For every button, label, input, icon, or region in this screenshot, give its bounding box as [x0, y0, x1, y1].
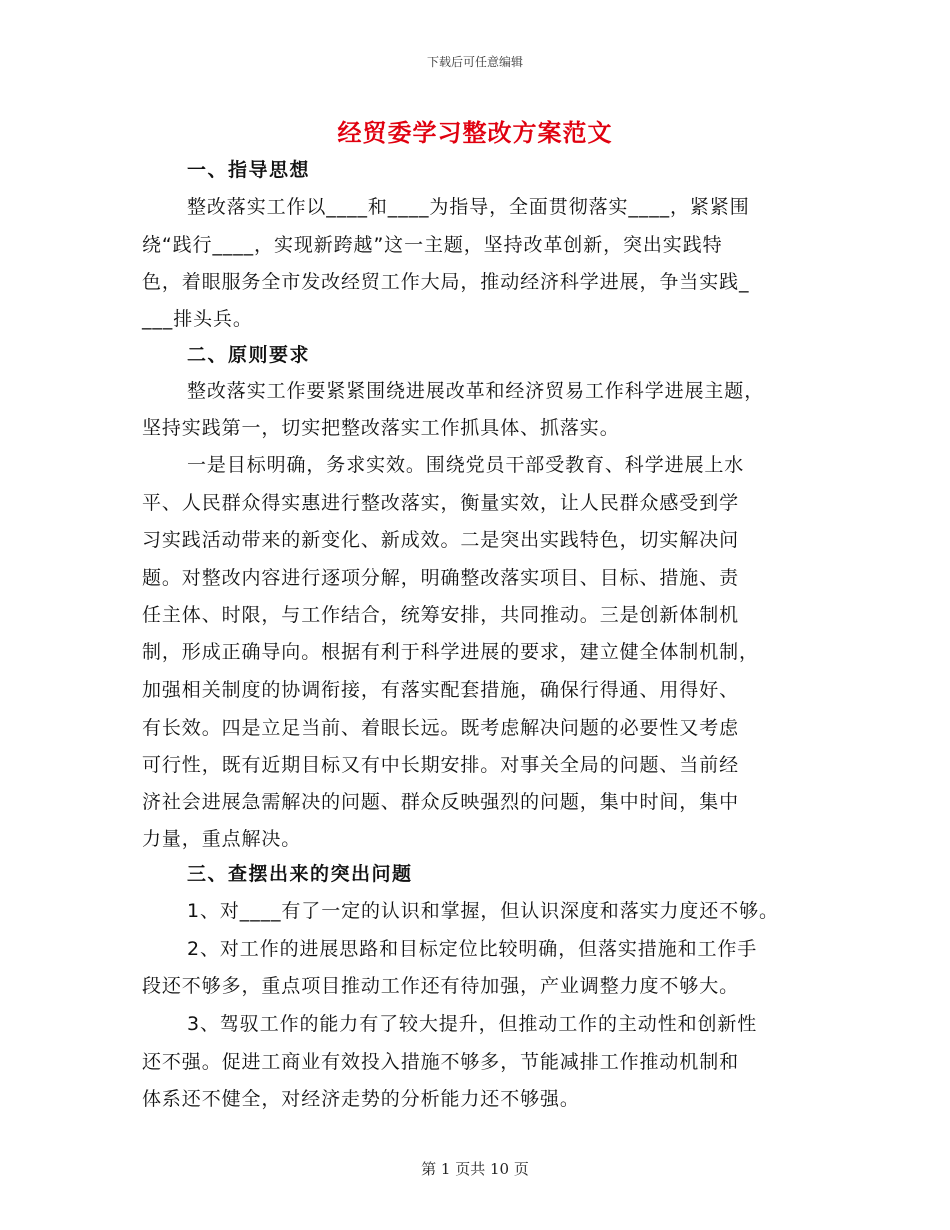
body-text-line: 整改落实工作以____和____为指导，全面贯彻落实____，紧紧围 — [187, 196, 750, 218]
section-heading: 一、指导思想 — [187, 159, 311, 181]
body-text-line: 1、对____有了一定的认识和掌握，但认识深度和落实力度还不够。 — [187, 900, 779, 922]
body-text-line: 段还不够多，重点项目推动工作还有待加强，产业调整力度不够大。 — [142, 975, 740, 997]
section-heading: 三、查摆出来的突出问题 — [187, 863, 413, 885]
body-text-line: 平、人民群众得实惠进行整改落实，衡量实效，让人民群众感受到学 — [142, 492, 740, 514]
body-text-line: 制，形成正确导向。根据有利于科学进展的要求，建立健全体制机制， — [142, 641, 759, 663]
body-text-line: 2、对工作的进展思路和目标定位比较明确，但落实措施和工作手 — [187, 938, 758, 960]
body-text-line: 一是目标明确，务求实效。围绕党员干部受教育、科学进展上水 — [187, 454, 745, 476]
body-text-line: 加强相关制度的协调衔接，有落实配套措施，确保行得通、用得好、 — [142, 679, 740, 701]
body-text-line: 体系还不健全，对经济走势的分析能力还不够强。 — [142, 1088, 580, 1110]
body-text-line: 绕“践行____，实现新跨越”这一主题，坚持改革创新，突出实践特 — [142, 234, 723, 256]
body-text-line: 任主体、时限，与工作结合，统筹安排，共同推动。三是创新体制机 — [142, 604, 740, 626]
body-text-line: 整改落实工作要紧紧围绕进展改革和经济贸易工作科学进展主题， — [187, 380, 765, 402]
body-text-line: 坚持实践第一，切实把整改落实工作抓具体、抓落实。 — [142, 417, 620, 439]
page-footer: 第 1 页共 10 页 — [421, 1160, 529, 1178]
document-title: 经贸委学习整改方案范文 — [337, 119, 613, 147]
body-text-line: ___排头兵。 — [142, 308, 253, 330]
section-heading: 二、原则要求 — [187, 344, 311, 366]
body-text-line: 济社会进展急需解决的问题、群众反映强烈的问题，集中时间，集中 — [142, 791, 740, 813]
body-text-line: 有长效。四是立足当前、着眼长远。既考虑解决问题的必要性又考虑 — [142, 717, 740, 739]
body-text-line: 还不强。促进工商业有效投入措施不够多，节能减排工作推动机制和 — [142, 1051, 740, 1073]
body-text-line: 题。对整改内容进行逐项分解，明确整改落实项目、目标、措施、责 — [142, 567, 740, 589]
body-text-line: 习实践活动带来的新变化、新成效。二是突出实践特色，切实解决问 — [142, 529, 740, 551]
body-text-line: 色，着眼服务全市发改经贸工作大局，推动经济科学进展，争当实践_ — [142, 271, 750, 293]
body-text-line: 力量，重点解决。 — [142, 828, 302, 850]
body-text-line: 可行性，既有近期目标又有中长期安排。对事关全局的问题、当前经 — [142, 754, 740, 776]
page-header: 下载后可任意编辑 — [426, 55, 523, 69]
body-text-line: 3、驾驭工作的能力有了较大提升，但推动工作的主动性和创新性 — [187, 1013, 758, 1035]
